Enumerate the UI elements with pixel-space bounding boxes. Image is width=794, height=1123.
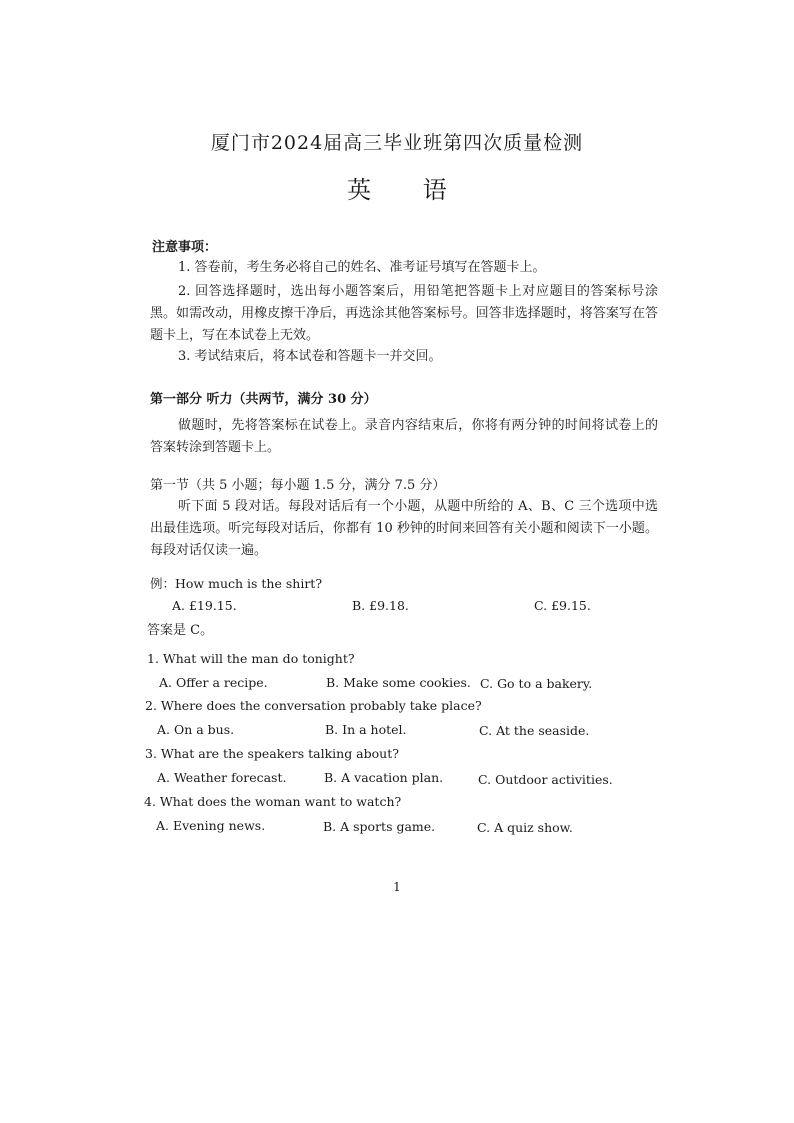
example-question: 例：How much is the shirt?: [150, 576, 323, 591]
question-2-option-a: A. On a bus.: [157, 722, 235, 737]
example-option-b: B. £9.18.: [352, 598, 409, 613]
question-2-option-c: C. At the seaside.: [479, 723, 590, 738]
question-1-option-b: B. Make some cookies.: [326, 675, 471, 690]
example-answer: 答案是 C。: [147, 623, 214, 638]
page-number: 1: [393, 880, 401, 894]
note-item-1: 1. 答卷前，考生务必将自己的姓名、准考证号填写在答题卡上。: [178, 260, 546, 275]
exam-title: 厦门市2024届高三毕业班第四次质量检测: [210, 132, 584, 154]
question-1-option-c: C. Go to a bakery.: [480, 676, 593, 691]
part1-heading: 第一部分 听力（共两节，满分 30 分）: [150, 392, 377, 407]
note-item-2: 2. 回答选择题时，选出每小题答案后，用铅笔把答题卡上对应题目的答案标号涂黑。如需改动，用橡皮擦干净后，再选涂其他答案标号。回答非选择题时，将答案写在答题卡上，写在本试卷上无效。: [150, 284, 658, 343]
section1-heading: 第一节（共 5 小题；每小题 1.5 分，满分 7.5 分）: [150, 478, 446, 493]
question-4-option-c: C. A quiz show.: [477, 820, 573, 835]
question-3-option-a: A. Weather forecast.: [157, 770, 287, 785]
example-option-a: A. £19.15.: [172, 598, 237, 613]
question-2: 2. Where does the conversation probably take place?: [145, 698, 482, 713]
example-option-c: C. £9.15.: [534, 598, 591, 613]
note-item-3: 3. 考试结束后，将本试卷和答题卡一并交回。: [178, 349, 442, 364]
question-4-option-b: B. A sports game.: [323, 819, 436, 834]
question-4-option-a: A. Evening news.: [156, 818, 266, 833]
question-4: 4. What does the woman want to watch?: [144, 794, 402, 809]
section1-instructions: 听下面 5 段对话。每段对话后有一个小题，从题中所给的 A、B、C 三个选项中选出最佳选项。听完每段对话后，你都有 10 秒钟的时间来回答有关小题和阅读下一小题。每段对话仅读一遍。: [150, 499, 658, 558]
question-2-option-b: B. In a hotel.: [325, 722, 407, 737]
question-1: 1. What will the man do tonight?: [147, 651, 355, 666]
question-3-option-c: C. Outdoor activities.: [478, 772, 613, 787]
question-3: 3. What are the speakers talking about?: [145, 746, 399, 761]
question-1-option-a: A. Offer a recipe.: [159, 675, 268, 690]
question-3-option-b: B. A vacation plan.: [324, 770, 444, 785]
notes-heading: 注意事项：: [152, 240, 218, 255]
part1-intro: 做题时，先将答案标在试卷上。录音内容结束后，你将有两分钟的时间将试卷上的答案转涂到答题卡上。: [150, 418, 658, 455]
subject-title: 英 语: [347, 176, 469, 204]
